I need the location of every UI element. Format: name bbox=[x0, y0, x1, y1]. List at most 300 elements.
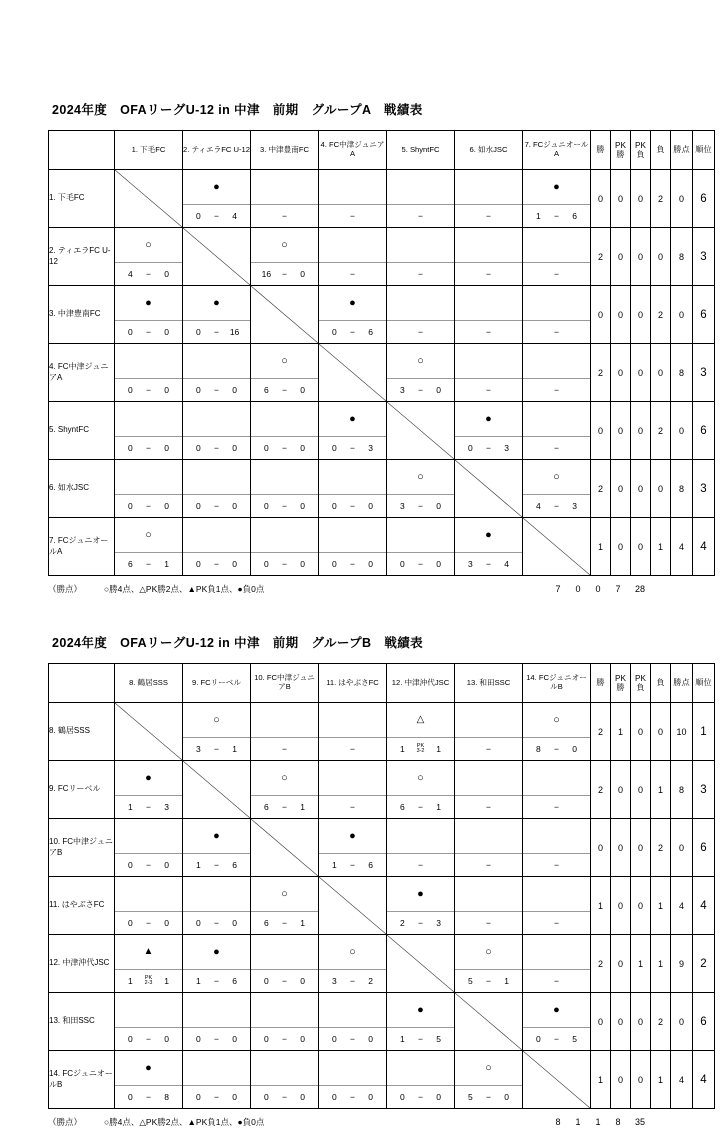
match-result-cell bbox=[319, 518, 387, 576]
group-b-footer bbox=[48, 1116, 652, 1128]
header-rank: 順位 bbox=[693, 664, 715, 703]
stat-pk-win: 0 bbox=[611, 819, 631, 877]
stat-pk-win: 1 bbox=[611, 703, 631, 761]
result-symbol-zone bbox=[455, 344, 522, 378]
match-result-cell bbox=[387, 228, 455, 286]
result-win-icon: ○ bbox=[349, 945, 356, 958]
score-left: 1 bbox=[400, 744, 405, 754]
score-right: 0 bbox=[572, 744, 577, 754]
opponent-column-header: 12. 中津沖代JSC bbox=[387, 664, 455, 703]
match-result-cell bbox=[387, 993, 455, 1051]
match-result-cell bbox=[319, 935, 387, 993]
score-zone bbox=[523, 911, 590, 934]
score-left: 5 bbox=[468, 976, 473, 986]
score-zone bbox=[183, 1027, 250, 1050]
opponent-column-header: 5. ShyntFC bbox=[387, 131, 455, 170]
score-right: 0 bbox=[300, 269, 305, 279]
stat-win: 2 bbox=[591, 761, 611, 819]
score-left: 6 bbox=[264, 918, 269, 928]
diagonal-blank bbox=[523, 1051, 590, 1108]
score-separator: − bbox=[350, 976, 355, 986]
header-loss: 負 bbox=[651, 664, 671, 703]
score-right: 0 bbox=[164, 327, 169, 337]
result-symbol-zone bbox=[115, 761, 182, 795]
result-symbol-zone bbox=[387, 460, 454, 494]
row-team-name: 11. はやぶさFC bbox=[49, 877, 115, 935]
score-zone bbox=[319, 1027, 386, 1050]
opponent-column-header: 4. FC中津ジュニアA bbox=[319, 131, 387, 170]
total-pk-win: 0 bbox=[575, 584, 581, 594]
group-a-block bbox=[38, 0, 712, 595]
result-loss-icon: ● bbox=[145, 296, 152, 309]
result-symbol-zone bbox=[523, 703, 590, 737]
no-match-dash: − bbox=[350, 802, 355, 812]
self-cell bbox=[251, 286, 319, 344]
result-symbol-zone bbox=[251, 170, 318, 204]
stat-rank: 3 bbox=[693, 460, 715, 518]
score-zone bbox=[523, 969, 590, 992]
diagonal-blank bbox=[523, 518, 590, 575]
match-result-cell bbox=[455, 703, 523, 761]
stat-pk-loss: 0 bbox=[631, 1051, 651, 1109]
diagonal-blank bbox=[319, 877, 386, 934]
result-symbol-zone bbox=[319, 761, 386, 795]
score-zone bbox=[183, 378, 250, 401]
score-zone bbox=[455, 911, 522, 934]
score-left: 0 bbox=[264, 1034, 269, 1044]
score-separator: − bbox=[486, 443, 491, 453]
header-pk-win: PK 勝 bbox=[611, 131, 631, 170]
score-left: 0 bbox=[196, 327, 201, 337]
score-zone bbox=[455, 204, 522, 227]
stat-points: 0 bbox=[671, 402, 693, 460]
score-right: 2 bbox=[368, 976, 373, 986]
score-right: 0 bbox=[232, 443, 237, 453]
stat-pk-win: 0 bbox=[611, 344, 631, 402]
result-symbol-zone bbox=[455, 1051, 522, 1085]
self-cell bbox=[115, 703, 183, 761]
score-separator: − bbox=[214, 976, 219, 986]
no-match-dash: − bbox=[554, 918, 559, 928]
result-symbol-zone bbox=[523, 935, 590, 969]
result-symbol-zone bbox=[183, 402, 250, 436]
stat-pk-loss: 0 bbox=[631, 402, 651, 460]
row-team-name: 1. 下毛FC bbox=[49, 170, 115, 228]
no-match-dash: − bbox=[418, 327, 423, 337]
score-zone bbox=[115, 494, 182, 517]
stat-win: 1 bbox=[591, 877, 611, 935]
stat-rank: 4 bbox=[693, 518, 715, 576]
match-result-cell bbox=[523, 703, 591, 761]
score-separator: − bbox=[282, 501, 287, 511]
score-left: 0 bbox=[332, 559, 337, 569]
match-result-cell bbox=[455, 877, 523, 935]
score-zone bbox=[319, 737, 386, 760]
match-result-cell bbox=[455, 228, 523, 286]
result-win-icon: ○ bbox=[145, 528, 152, 541]
match-result-cell bbox=[319, 703, 387, 761]
stat-rank: 6 bbox=[693, 819, 715, 877]
stat-win: 1 bbox=[591, 1051, 611, 1109]
match-result-cell bbox=[183, 518, 251, 576]
score-separator: − bbox=[418, 1092, 423, 1102]
group-b-totals bbox=[548, 1117, 652, 1127]
score-right: 5 bbox=[436, 1034, 441, 1044]
table-row bbox=[49, 761, 715, 819]
stat-pk-loss: 0 bbox=[631, 703, 651, 761]
stat-loss: 1 bbox=[651, 518, 671, 576]
match-result-cell bbox=[523, 460, 591, 518]
result-symbol-zone bbox=[387, 228, 454, 262]
score-left: 0 bbox=[196, 918, 201, 928]
no-match-dash: − bbox=[554, 443, 559, 453]
match-result-cell bbox=[319, 1051, 387, 1109]
result-symbol-zone bbox=[319, 1051, 386, 1085]
no-match-dash: − bbox=[554, 269, 559, 279]
score-left: 0 bbox=[400, 1092, 405, 1102]
result-symbol-zone bbox=[523, 402, 590, 436]
score-zone bbox=[387, 1085, 454, 1108]
no-match-dash: − bbox=[486, 385, 491, 395]
match-result-cell bbox=[455, 518, 523, 576]
table-row bbox=[49, 344, 715, 402]
score-right: 0 bbox=[164, 1034, 169, 1044]
score-right: 0 bbox=[300, 1034, 305, 1044]
score-separator: − bbox=[486, 559, 491, 569]
stat-loss: 2 bbox=[651, 402, 671, 460]
match-result-cell bbox=[115, 877, 183, 935]
result-symbol-zone bbox=[251, 402, 318, 436]
match-result-cell bbox=[251, 402, 319, 460]
score-separator: − bbox=[282, 1034, 287, 1044]
match-result-cell bbox=[387, 1051, 455, 1109]
stat-rank: 3 bbox=[693, 344, 715, 402]
score-separator: − bbox=[554, 1034, 559, 1044]
no-match-dash: − bbox=[554, 802, 559, 812]
score-left: 0 bbox=[196, 211, 201, 221]
row-team-name: 4. FC中津ジュニアA bbox=[49, 344, 115, 402]
match-result-cell bbox=[115, 993, 183, 1051]
score-separator: − bbox=[282, 443, 287, 453]
stat-loss: 1 bbox=[651, 761, 671, 819]
no-match-dash: − bbox=[418, 860, 423, 870]
score-separator: − bbox=[350, 559, 355, 569]
stat-loss: 1 bbox=[651, 877, 671, 935]
score-separator: − bbox=[146, 802, 151, 812]
stat-win: 2 bbox=[591, 935, 611, 993]
score-left: 0 bbox=[332, 501, 337, 511]
result-pk-loss-icon: ▲ bbox=[143, 946, 154, 957]
score-zone bbox=[251, 737, 318, 760]
self-cell bbox=[523, 518, 591, 576]
score-left: 0 bbox=[128, 385, 133, 395]
score-right: 1 bbox=[436, 802, 441, 812]
match-result-cell bbox=[251, 460, 319, 518]
result-symbol-zone bbox=[319, 935, 386, 969]
score-left: 6 bbox=[128, 559, 133, 569]
match-result-cell bbox=[183, 935, 251, 993]
group-b-standings-table bbox=[48, 663, 715, 1109]
score-left: 0 bbox=[196, 385, 201, 395]
result-symbol-zone bbox=[115, 460, 182, 494]
stat-win: 0 bbox=[591, 993, 611, 1051]
stat-points: 10 bbox=[671, 703, 693, 761]
opponent-column-header: 10. FC中津ジュニアB bbox=[251, 664, 319, 703]
result-symbol-zone bbox=[455, 877, 522, 911]
match-result-cell bbox=[387, 819, 455, 877]
score-right: 1 bbox=[164, 976, 169, 986]
result-symbol-zone bbox=[115, 402, 182, 436]
score-separator: − bbox=[350, 1092, 355, 1102]
result-symbol-zone bbox=[319, 170, 386, 204]
no-match-dash: − bbox=[418, 269, 423, 279]
score-right: 0 bbox=[368, 1034, 373, 1044]
stat-points: 9 bbox=[671, 935, 693, 993]
result-symbol-zone bbox=[115, 1051, 182, 1085]
stat-pk-loss: 0 bbox=[631, 877, 651, 935]
result-symbol-zone bbox=[387, 286, 454, 320]
score-right: 0 bbox=[232, 501, 237, 511]
score-zone bbox=[251, 969, 318, 992]
table-row bbox=[49, 819, 715, 877]
result-symbol-zone bbox=[251, 344, 318, 378]
score-right: 0 bbox=[300, 443, 305, 453]
stat-points: 8 bbox=[671, 761, 693, 819]
result-symbol-zone bbox=[455, 286, 522, 320]
score-zone bbox=[523, 1027, 590, 1050]
score-zone bbox=[387, 737, 454, 760]
score-zone bbox=[251, 911, 318, 934]
score-right: 0 bbox=[232, 1092, 237, 1102]
group-a-header-row bbox=[49, 131, 715, 170]
result-loss-icon: ● bbox=[417, 887, 424, 900]
no-match-dash: − bbox=[282, 211, 287, 221]
match-result-cell bbox=[183, 344, 251, 402]
score-left: 0 bbox=[332, 1092, 337, 1102]
score-zone bbox=[387, 552, 454, 575]
result-symbol-zone bbox=[319, 402, 386, 436]
score-left: 0 bbox=[332, 327, 337, 337]
stat-pk-loss: 0 bbox=[631, 170, 651, 228]
score-right: 0 bbox=[232, 1034, 237, 1044]
self-cell bbox=[319, 344, 387, 402]
total-points: 28 bbox=[634, 584, 645, 594]
score-separator: − bbox=[214, 501, 219, 511]
row-team-name: 3. 中津豊南FC bbox=[49, 286, 115, 344]
score-right: 0 bbox=[164, 860, 169, 870]
diagonal-blank bbox=[183, 228, 250, 285]
result-symbol-zone bbox=[251, 703, 318, 737]
stat-pk-loss: 0 bbox=[631, 344, 651, 402]
stat-rank: 6 bbox=[693, 993, 715, 1051]
diagonal-blank bbox=[251, 286, 318, 343]
score-separator: − bbox=[214, 211, 219, 221]
stat-win: 0 bbox=[591, 286, 611, 344]
self-cell bbox=[523, 1051, 591, 1109]
stat-points: 0 bbox=[671, 170, 693, 228]
stat-pk-loss: 0 bbox=[631, 993, 651, 1051]
score-separator: − bbox=[146, 559, 151, 569]
score-left: 0 bbox=[264, 501, 269, 511]
opponent-column-header: 14. FCジュニオールB bbox=[523, 664, 591, 703]
score-separator: − bbox=[146, 269, 151, 279]
score-zone bbox=[115, 1027, 182, 1050]
group-a-body bbox=[49, 170, 715, 576]
no-match-dash: − bbox=[350, 211, 355, 221]
total-pk-loss: 0 bbox=[595, 584, 601, 594]
score-separator: − bbox=[146, 1092, 151, 1102]
score-right: 0 bbox=[164, 918, 169, 928]
no-match-dash: − bbox=[554, 976, 559, 986]
match-result-cell bbox=[387, 877, 455, 935]
score-zone bbox=[183, 1085, 250, 1108]
match-result-cell bbox=[319, 460, 387, 518]
match-result-cell bbox=[387, 170, 455, 228]
stat-rank: 6 bbox=[693, 286, 715, 344]
match-result-cell bbox=[319, 819, 387, 877]
result-win-icon: ○ bbox=[417, 470, 424, 483]
match-result-cell bbox=[183, 703, 251, 761]
header-points: 勝点 bbox=[671, 664, 693, 703]
stat-pk-win: 0 bbox=[611, 935, 631, 993]
stat-rank: 6 bbox=[693, 402, 715, 460]
group-a-title: 2024年度 OFAリーグU-12 in 中津 前期 グループA 戦績表 bbox=[52, 103, 423, 117]
match-result-cell bbox=[183, 877, 251, 935]
match-result-cell bbox=[387, 286, 455, 344]
score-separator: − bbox=[350, 327, 355, 337]
no-match-dash: − bbox=[486, 918, 491, 928]
score-separator: − bbox=[214, 744, 219, 754]
no-match-dash: − bbox=[554, 385, 559, 395]
result-win-icon: ○ bbox=[485, 1061, 492, 1074]
score-right: 6 bbox=[232, 976, 237, 986]
score-left: 16 bbox=[261, 269, 272, 279]
stat-pk-win: 0 bbox=[611, 170, 631, 228]
score-left: 0 bbox=[332, 443, 337, 453]
result-symbol-zone bbox=[115, 518, 182, 552]
result-symbol-zone bbox=[183, 286, 250, 320]
score-zone bbox=[251, 204, 318, 227]
score-separator: − bbox=[214, 1092, 219, 1102]
stat-loss: 0 bbox=[651, 703, 671, 761]
result-symbol-zone bbox=[455, 228, 522, 262]
result-symbol-zone bbox=[455, 819, 522, 853]
result-loss-icon: ● bbox=[145, 771, 152, 784]
match-result-cell bbox=[183, 993, 251, 1051]
total-points: 35 bbox=[634, 1117, 645, 1127]
match-result-cell bbox=[455, 1051, 523, 1109]
score-separator: − bbox=[418, 559, 423, 569]
score-zone bbox=[251, 378, 318, 401]
result-symbol-zone bbox=[183, 993, 250, 1027]
score-left: 1 bbox=[128, 976, 133, 986]
match-result-cell bbox=[251, 761, 319, 819]
match-result-cell bbox=[455, 402, 523, 460]
result-symbol-zone bbox=[387, 344, 454, 378]
match-result-cell bbox=[387, 703, 455, 761]
group-a-totals bbox=[548, 584, 652, 594]
score-separator: − bbox=[146, 860, 151, 870]
score-zone bbox=[387, 853, 454, 876]
match-result-cell bbox=[523, 344, 591, 402]
match-result-cell bbox=[455, 170, 523, 228]
self-cell bbox=[455, 993, 523, 1051]
score-right: 0 bbox=[368, 559, 373, 569]
score-left: 0 bbox=[196, 443, 201, 453]
score-right: 0 bbox=[368, 501, 373, 511]
table-row bbox=[49, 170, 715, 228]
match-result-cell bbox=[115, 1051, 183, 1109]
score-separator: − bbox=[554, 501, 559, 511]
table-row bbox=[49, 935, 715, 993]
row-team-name: 2. ティエラFC U-12 bbox=[49, 228, 115, 286]
match-result-cell bbox=[251, 877, 319, 935]
stat-points: 0 bbox=[671, 819, 693, 877]
stat-pk-win: 0 bbox=[611, 877, 631, 935]
header-pk-loss: PK 負 bbox=[631, 664, 651, 703]
score-left: 6 bbox=[264, 385, 269, 395]
stat-win: 1 bbox=[591, 518, 611, 576]
score-zone bbox=[387, 1027, 454, 1050]
score-left: 3 bbox=[196, 744, 201, 754]
points-legend: ○勝4点、△PK勝2点、▲PK負1点、●負0点 bbox=[104, 1117, 265, 1127]
row-team-name: 10. FC中津ジュニアB bbox=[49, 819, 115, 877]
score-zone bbox=[115, 795, 182, 818]
header-points: 勝点 bbox=[671, 131, 693, 170]
score-right: 1 bbox=[232, 744, 237, 754]
result-symbol-zone bbox=[183, 1051, 250, 1085]
table-row bbox=[49, 1051, 715, 1109]
total-loss: 8 bbox=[615, 1117, 621, 1127]
total-pk-win: 1 bbox=[575, 1117, 581, 1127]
points-label: （勝点） bbox=[48, 584, 83, 594]
score-separator: − bbox=[214, 327, 219, 337]
stat-points: 0 bbox=[671, 993, 693, 1051]
score-left: 0 bbox=[264, 559, 269, 569]
match-result-cell bbox=[319, 286, 387, 344]
header-loss: 負 bbox=[651, 131, 671, 170]
score-zone bbox=[523, 737, 590, 760]
score-separator: − bbox=[214, 443, 219, 453]
opponent-column-header: 11. はやぶさFC bbox=[319, 664, 387, 703]
result-symbol-zone bbox=[387, 819, 454, 853]
match-result-cell bbox=[183, 819, 251, 877]
score-separator: − bbox=[146, 327, 151, 337]
score-separator: − bbox=[350, 860, 355, 870]
score-zone bbox=[455, 262, 522, 285]
match-result-cell bbox=[251, 228, 319, 286]
score-right: 6 bbox=[232, 860, 237, 870]
match-result-cell bbox=[251, 1051, 319, 1109]
score-separator: − bbox=[282, 976, 287, 986]
group-a-standings-table bbox=[48, 130, 715, 576]
match-result-cell bbox=[523, 993, 591, 1051]
result-symbol-zone bbox=[523, 877, 590, 911]
result-symbol-zone bbox=[115, 228, 182, 262]
match-result-cell bbox=[115, 228, 183, 286]
score-left: 3 bbox=[332, 976, 337, 986]
score-right: 0 bbox=[300, 559, 305, 569]
result-symbol-zone bbox=[523, 993, 590, 1027]
score-left: 0 bbox=[196, 1092, 201, 1102]
stat-pk-loss: 0 bbox=[631, 819, 651, 877]
result-symbol-zone bbox=[319, 993, 386, 1027]
stat-pk-loss: 0 bbox=[631, 518, 651, 576]
match-result-cell bbox=[183, 170, 251, 228]
score-left: 3 bbox=[400, 385, 405, 395]
score-right: 0 bbox=[164, 385, 169, 395]
result-symbol-zone bbox=[183, 935, 250, 969]
